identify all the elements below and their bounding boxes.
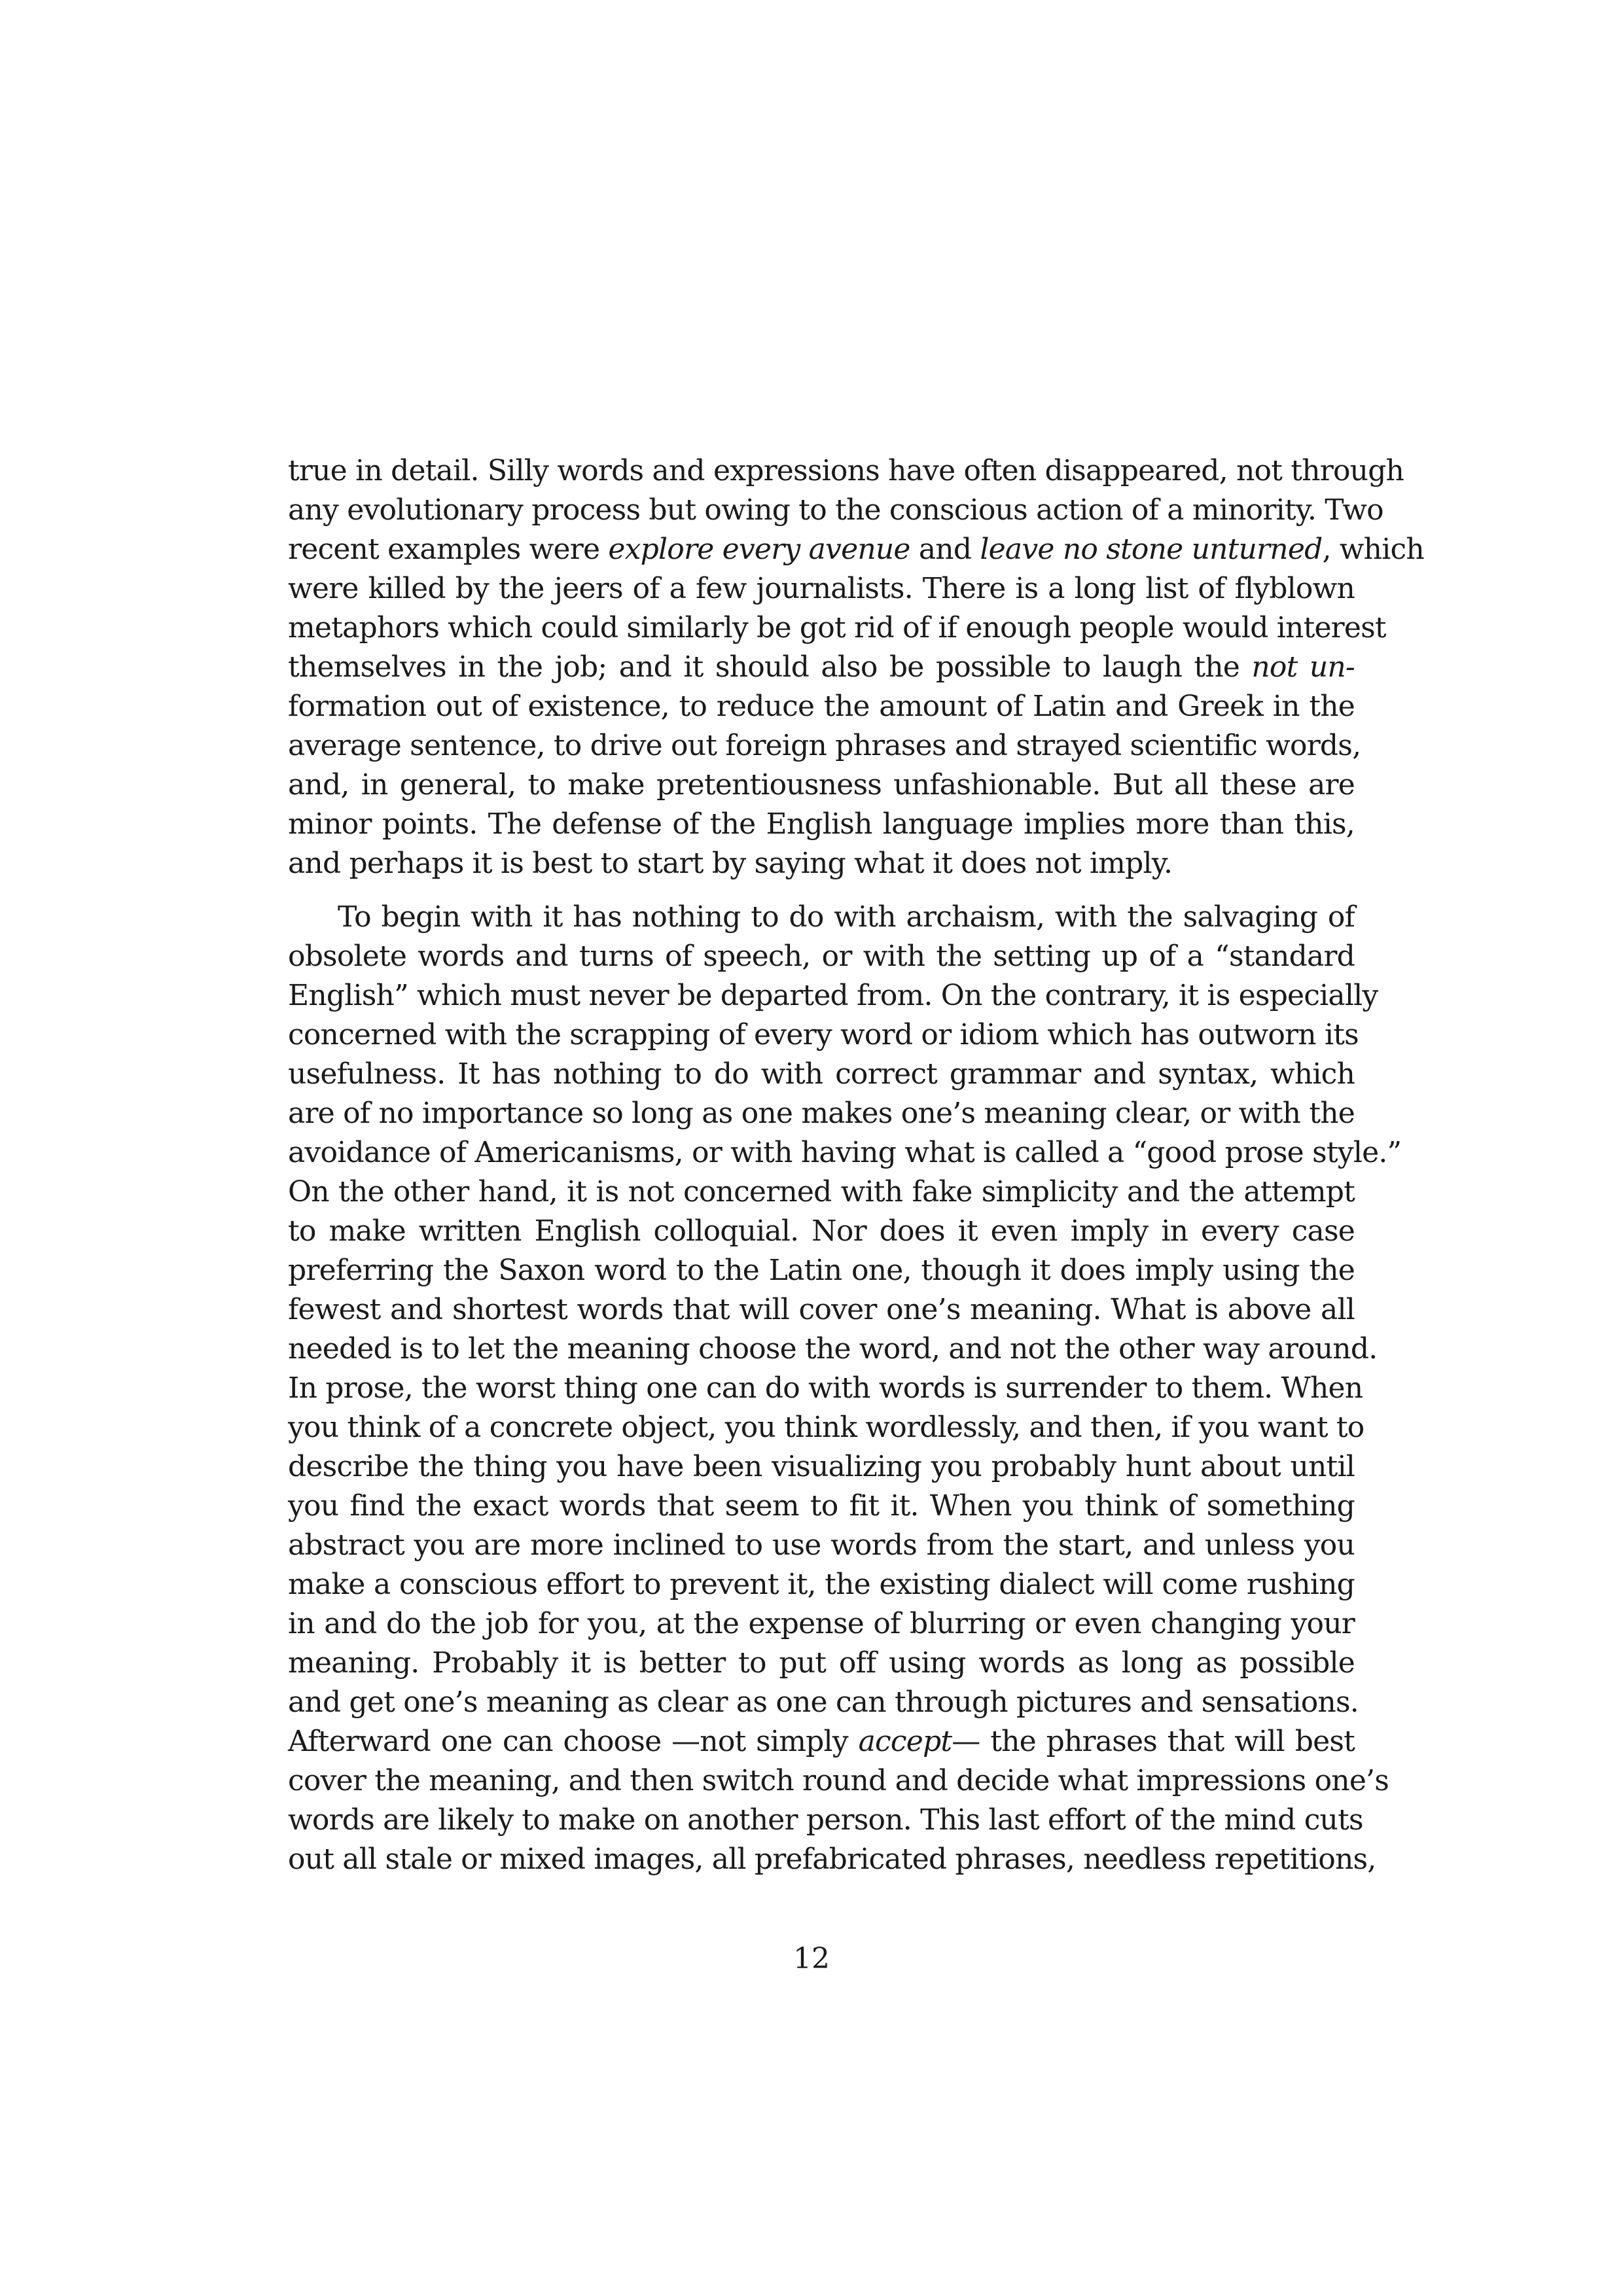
text-line: usefulness. It has nothing to do with correct grammar and syntax, which (288, 1057, 1355, 1091)
text-line: to make written English colloquial. Nor does it even imply in every case (288, 1214, 1355, 1248)
text-line: average sentence, to drive out foreign phrases and strayed scientific words, (288, 729, 1361, 762)
text-line: needed is to let the meaning choose the word, and not the other way around. (288, 1332, 1378, 1366)
text-run: — the phrases that will best (952, 1725, 1355, 1758)
text-line (288, 648, 1355, 687)
text-line: out all stale or mixed images, all prefabricated phrases, needless repetitions, (288, 1843, 1376, 1876)
text-run: and (910, 533, 980, 566)
text-line: words are likely to make on another person. This last effort of the mind cuts (288, 1803, 1363, 1837)
text-line: formation out of existence, to reduce the amount of Latin and Greek in the (288, 690, 1355, 723)
text-line: minor points. The defense of the English language implies more than this, (288, 807, 1355, 841)
text-run: recent examples were (288, 533, 609, 566)
text-line: were killed by the jeers of a few journalists. There is a long list of flyblown (288, 572, 1355, 605)
text-line (288, 1722, 1355, 1761)
text-line: describe the thing you have been visualizing you probably hunt about until (288, 1450, 1355, 1483)
text-line: metaphors which could similarly be got rid of if enough people would interest (288, 611, 1386, 645)
text-run: , which (1322, 533, 1424, 566)
text-line: In prose, the worst thing one can do with words is surrender to them. When (288, 1371, 1363, 1405)
text-line: meaning. Probably it is better to put off using words as long as possible (288, 1646, 1355, 1680)
paragraph (288, 451, 1424, 883)
text-line: concerned with the scrapping of every word or idiom which has outworn its (288, 1018, 1359, 1051)
text-line: obsolete words and turns of speech, or with the setting up of a “standard (288, 940, 1355, 973)
text-line: are of no importance so long as one makes one’s meaning clear, or with the (288, 1097, 1355, 1130)
text-line: any evolutionary process but owing to the conscious action of a minority. Two (288, 493, 1383, 527)
body-text (288, 451, 1424, 1879)
text-line: make a conscious effort to prevent it, the existing dialect will come rushing (288, 1568, 1355, 1601)
text-line: and, in general, to make pretentiousness unfashionable. But all these are (288, 768, 1355, 802)
italic-phrase: not un- (1251, 650, 1355, 684)
text-line: in and do the job for you, at the expense of blurring or even changing your (288, 1607, 1355, 1640)
text-line: preferring the Saxon word to the Latin one, though it does imply using the (288, 1254, 1355, 1287)
text-line: English” which must never be departed from. On the contrary, it is especially (288, 979, 1378, 1012)
text-line: and perhaps it is best to start by saying what it does not imply. (288, 847, 1173, 880)
paragraph-spacer (288, 883, 1355, 898)
text-line: abstract you are more inclined to use words from the start, and unless you (288, 1528, 1355, 1562)
text-line: avoidance of Americanisms, or with having what is called a “good prose style.” (288, 1136, 1402, 1169)
text-line: To begin with it has nothing to do with archaism, with the salvaging of (338, 900, 1355, 934)
text-line (288, 530, 1424, 569)
text-line: On the other hand, it is not concerned with fake simplicity and the attempt (288, 1175, 1355, 1209)
text-line: and get one’s meaning as clear as one can through pictures and sensations. (288, 1686, 1359, 1719)
italic-phrase: leave no stone unturned (980, 533, 1323, 566)
text-line: you find the exact words that seem to fit it. When you think of something (288, 1489, 1355, 1523)
italic-phrase: accept (858, 1725, 952, 1758)
text-run: themselves in the job; and it should also be possible to laugh the (288, 650, 1252, 684)
text-line: cover the meaning, and then switch round and decide what impressions one’s (288, 1764, 1389, 1797)
italic-phrase: explore every avenue (608, 533, 910, 566)
text-line: fewest and shortest words that will cover one’s meaning. What is above all (288, 1293, 1355, 1326)
text-run: Afterward one can choose —not simply (288, 1725, 859, 1758)
paragraph (288, 898, 1402, 1879)
page-number: 12 (793, 1942, 830, 1975)
text-line: true in detail. Silly words and expressions have often disappeared, not through (288, 454, 1404, 487)
text-line: you think of a concrete object, you think wordlessly, and then, if you want to (288, 1411, 1364, 1444)
